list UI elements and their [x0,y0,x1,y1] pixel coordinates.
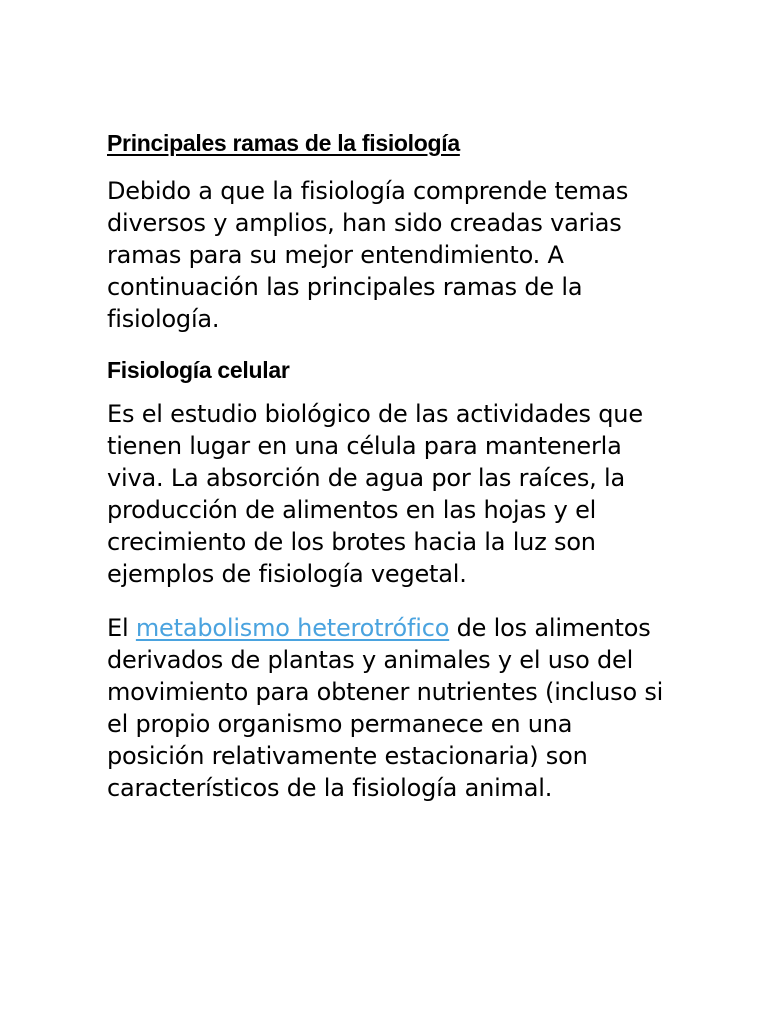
animal-physiology-paragraph [107,612,667,804]
section-title-fisiologia-celular: Fisiología celular [107,357,290,383]
paragraph-prefix: El [107,614,136,642]
intro-paragraph: Debido a que la fisiología comprende temas diversos y amplios, han sido creadas varias ramas para su mejor entendimiento. A continuación las principales ramas de la fisiología. [107,177,629,333]
paragraph-suffix: de los alimentos derivados de plantas y animales y el uso del movimiento para obtener nutrientes (incluso si el propio organismo permanece en una posición relativamente estacionaria) son característicos de la fisiología animal. [107,614,664,802]
metabolismo-heterotrofico-link[interactable]: metabolismo heterotrófico [135,614,450,642]
document-page [107,127,667,824]
cell-physiology-paragraph: Es el estudio biológico de las actividades que tienen lugar en una célula para mantenerla viva. La absorción de agua por las raíces, la producción de alimentos en las hojas y el crecimiento de los brotes hacia la luz son ejemplos de fisiología vegetal. [107,400,643,588]
section-title-principales-ramas: Principales ramas de la fisiología [107,130,460,156]
